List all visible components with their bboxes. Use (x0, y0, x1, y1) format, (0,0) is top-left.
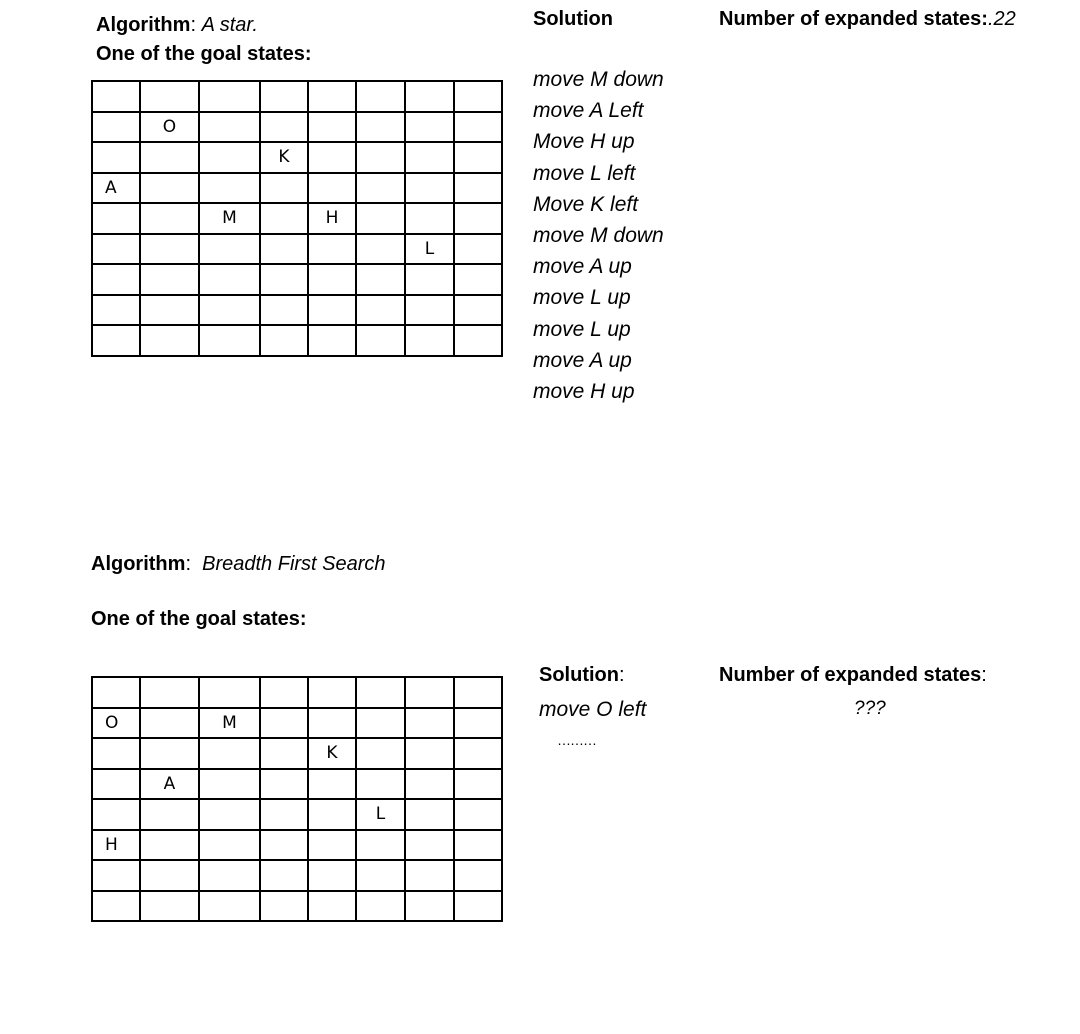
s2-grid-cell (356, 708, 405, 739)
s2-grid-cell (454, 769, 502, 800)
s1-grid-cell (308, 81, 356, 112)
s2-grid-cell (92, 769, 140, 800)
s1-grid-row (92, 325, 502, 356)
s2-grid-cell (454, 708, 502, 739)
s1-grid-cell (92, 234, 140, 265)
s1-grid-row (92, 203, 502, 234)
s1-grid-cell (140, 325, 199, 356)
s2-grid-cell (260, 769, 308, 800)
s2-grid-cell (140, 677, 199, 708)
s1-grid-cell (308, 325, 356, 356)
s1-grid-cell (308, 264, 356, 295)
s2-grid-cell (356, 677, 405, 708)
s1-grid-row (92, 295, 502, 326)
s2-grid-cell (260, 891, 308, 922)
s2-grid-cell (260, 860, 308, 891)
s2-grid-cell: O (92, 708, 140, 739)
s2-grid-cell (140, 891, 199, 922)
s2-grid-cell (199, 769, 260, 800)
s1-grid-cell (199, 112, 260, 143)
s1-solution-label: Solution (533, 8, 613, 30)
s2-grid-row (92, 891, 502, 922)
s1-grid-cell (405, 112, 454, 143)
s2-grid-cell (405, 708, 454, 739)
s2-grid-cell (454, 860, 502, 891)
s1-grid-cell (199, 234, 260, 265)
s2-grid-cell (308, 860, 356, 891)
s2-grid-cell (140, 708, 199, 739)
s2-grid-cell (92, 860, 140, 891)
s1-grid-cell (140, 203, 199, 234)
s1-move-item: move A Left (533, 99, 644, 123)
s2-grid-cell (405, 677, 454, 708)
s2-grid-cell (405, 738, 454, 769)
s1-grid-cell: O (140, 112, 199, 143)
s2-solution-sep: : (618, 664, 625, 686)
s1-grid-cell (92, 203, 140, 234)
s2-grid-cell (260, 708, 308, 739)
s2-grid-cell (260, 799, 308, 830)
s1-grid-cell (308, 142, 356, 173)
s2-grid-cell: A (140, 769, 199, 800)
s1-grid-row (92, 264, 502, 295)
s2-grid-cell (308, 677, 356, 708)
s2-grid-cell: M (199, 708, 260, 739)
s1-expanded-line (719, 8, 1016, 31)
s1-grid-cell (356, 112, 405, 143)
s1-expanded-label: Number of expanded states: (719, 8, 988, 30)
s1-grid-cell (199, 264, 260, 295)
s1-grid-cell (92, 142, 140, 173)
s1-grid-cell: A (92, 173, 140, 204)
s2-grid-cell (308, 708, 356, 739)
s1-grid-cell (454, 142, 502, 173)
s2-grid-cell (454, 677, 502, 708)
s1-move-item: Move K left (533, 192, 639, 216)
s2-algorithm-sep: : (185, 553, 191, 575)
s1-grid-cell (356, 325, 405, 356)
s2-grid-cell (356, 891, 405, 922)
s2-grid-cell (199, 677, 260, 708)
s1-grid-cell (140, 173, 199, 204)
s2-grid-cell: K (308, 738, 356, 769)
s1-grid-cell (199, 173, 260, 204)
s2-expanded-value: ??? (854, 698, 886, 719)
s2-grid-row (92, 860, 502, 891)
s1-move-item: move L left (533, 161, 636, 185)
s2-grid-cell (454, 891, 502, 922)
s1-grid-cell (454, 325, 502, 356)
s1-grid-cell (308, 234, 356, 265)
s2-grid-cell: L (356, 799, 405, 830)
s2-grid-cell (140, 799, 199, 830)
s1-algorithm-line (96, 14, 258, 37)
s1-grid-cell (356, 142, 405, 173)
s1-grid-cell (454, 264, 502, 295)
s1-grid-cell (260, 264, 308, 295)
s1-grid-cell (454, 112, 502, 143)
s2-grid-cell (199, 738, 260, 769)
s1-grid-cell (199, 81, 260, 112)
s2-algorithm-line (91, 553, 386, 576)
s2-expanded-label: Number of expanded states (719, 664, 982, 686)
s2-grid-cell (405, 891, 454, 922)
s1-grid-cell (356, 81, 405, 112)
s1-grid-cell (356, 173, 405, 204)
s1-move-item: move A up (533, 255, 632, 279)
s1-move-item: move A up (533, 348, 632, 372)
s2-grid-row (92, 830, 502, 861)
s2-grid-cell (92, 891, 140, 922)
s2-solution-label: Solution (539, 664, 619, 686)
s1-grid-cell (260, 234, 308, 265)
s2-grid-cell (356, 738, 405, 769)
s1-grid-cell (260, 325, 308, 356)
s2-algorithm-name: Breadth First Search (202, 553, 386, 575)
s1-goal-grid (91, 80, 503, 357)
s1-move-item: move M down (533, 224, 664, 247)
s1-grid-cell (356, 264, 405, 295)
s2-grid-cell (260, 830, 308, 861)
s2-grid-cell (140, 738, 199, 769)
s1-grid-row (92, 234, 502, 265)
s1-grid-cell (92, 295, 140, 326)
s2-grid-cell (405, 860, 454, 891)
s1-grid-cell (405, 295, 454, 326)
s2-grid-cell (405, 830, 454, 861)
s2-grid-cell (199, 860, 260, 891)
s1-grid-cell (454, 203, 502, 234)
s1-grid-cell (199, 295, 260, 326)
s1-algorithm-sep: : (190, 14, 196, 36)
s1-move-item: move H up (533, 380, 635, 403)
s1-grid-cell (140, 295, 199, 326)
s2-grid-row (92, 677, 502, 708)
s1-grid-cell (454, 81, 502, 112)
s2-grid-cell (405, 769, 454, 800)
s2-grid-row (92, 738, 502, 769)
s2-expanded-sep: : (981, 664, 987, 686)
s2-grid-cell (308, 830, 356, 861)
s2-grid-cell (405, 799, 454, 830)
s2-goal-grid (91, 676, 503, 922)
s1-grid-cell (140, 264, 199, 295)
s2-grid-cell (140, 860, 199, 891)
s2-grid-cell (92, 799, 140, 830)
s1-grid-row (92, 173, 502, 204)
s1-move-item: move L up (533, 286, 631, 310)
s2-grid-cell (308, 891, 356, 922)
s2-grid-cell (308, 769, 356, 800)
s2-grid-cell (454, 799, 502, 830)
s1-grid-cell (405, 142, 454, 173)
s1-grid-row (92, 142, 502, 173)
s2-solution-line (539, 664, 625, 687)
s1-grid-cell (92, 264, 140, 295)
s1-grid-cell (405, 81, 454, 112)
s1-grid-cell (356, 234, 405, 265)
s2-grid-cell (454, 830, 502, 861)
s2-grid-cell (92, 738, 140, 769)
s2-grid-cell (199, 799, 260, 830)
s1-grid-cell (405, 203, 454, 234)
s2-grid-row (92, 799, 502, 830)
s1-grid-row (92, 81, 502, 112)
s1-grid-cell (405, 173, 454, 204)
s1-grid-cell: H (308, 203, 356, 234)
s2-move-item: move O left (539, 698, 647, 721)
s1-move-item: Move H up (533, 130, 635, 154)
s1-grid-cell (92, 325, 140, 356)
s1-grid-cell: M (199, 203, 260, 234)
s1-grid-cell (356, 295, 405, 326)
s2-grid-cell (356, 830, 405, 861)
s1-grid-cell (454, 295, 502, 326)
s1-grid-cell (140, 142, 199, 173)
s2-grid-cell (199, 830, 260, 861)
s1-goal-label: One of the goal states: (96, 43, 312, 65)
s1-grid-cell (308, 295, 356, 326)
s1-move-item: move M down (533, 68, 664, 91)
s1-grid-cell (308, 112, 356, 143)
s2-grid-cell (140, 830, 199, 861)
s1-grid-cell (454, 234, 502, 265)
s2-expanded-line (719, 664, 987, 687)
s1-grid-cell (199, 142, 260, 173)
s1-grid-cell (260, 203, 308, 234)
s2-grid-cell (260, 738, 308, 769)
s1-grid-row (92, 112, 502, 143)
s2-grid-row (92, 769, 502, 800)
s1-expanded-value: .22 (987, 8, 1016, 30)
s1-grid-cell (356, 203, 405, 234)
s2-grid-cell (260, 677, 308, 708)
s1-grid-cell (308, 173, 356, 204)
s2-grid-cell: H (92, 830, 140, 861)
s1-grid-cell (260, 295, 308, 326)
s1-grid-cell (454, 173, 502, 204)
s2-goal-label: One of the goal states: (91, 608, 307, 630)
s1-algorithm-label: Algorithm (96, 14, 191, 36)
s2-grid-row (92, 708, 502, 739)
s1-grid-cell (260, 112, 308, 143)
s2-ellipsis: ……… (557, 732, 596, 748)
s1-grid-cell (140, 81, 199, 112)
s1-grid-cell (260, 81, 308, 112)
s2-grid-cell (308, 799, 356, 830)
s1-grid-cell (140, 234, 199, 265)
s2-grid-cell (454, 738, 502, 769)
s1-grid-cell (92, 81, 140, 112)
s2-grid-cell (199, 891, 260, 922)
s1-grid-cell (199, 325, 260, 356)
s2-grid-cell (92, 677, 140, 708)
s1-grid-cell (405, 325, 454, 356)
s1-grid-cell (92, 112, 140, 143)
s1-grid-cell: K (260, 142, 308, 173)
s1-grid-cell: L (405, 234, 454, 265)
s2-grid-cell (356, 769, 405, 800)
s1-grid-cell (405, 264, 454, 295)
s2-algorithm-label: Algorithm (91, 553, 186, 575)
s1-algorithm-name: A star. (201, 14, 258, 36)
s1-grid-cell (260, 173, 308, 204)
s2-grid-cell (356, 860, 405, 891)
s1-move-item: move L up (533, 317, 631, 341)
